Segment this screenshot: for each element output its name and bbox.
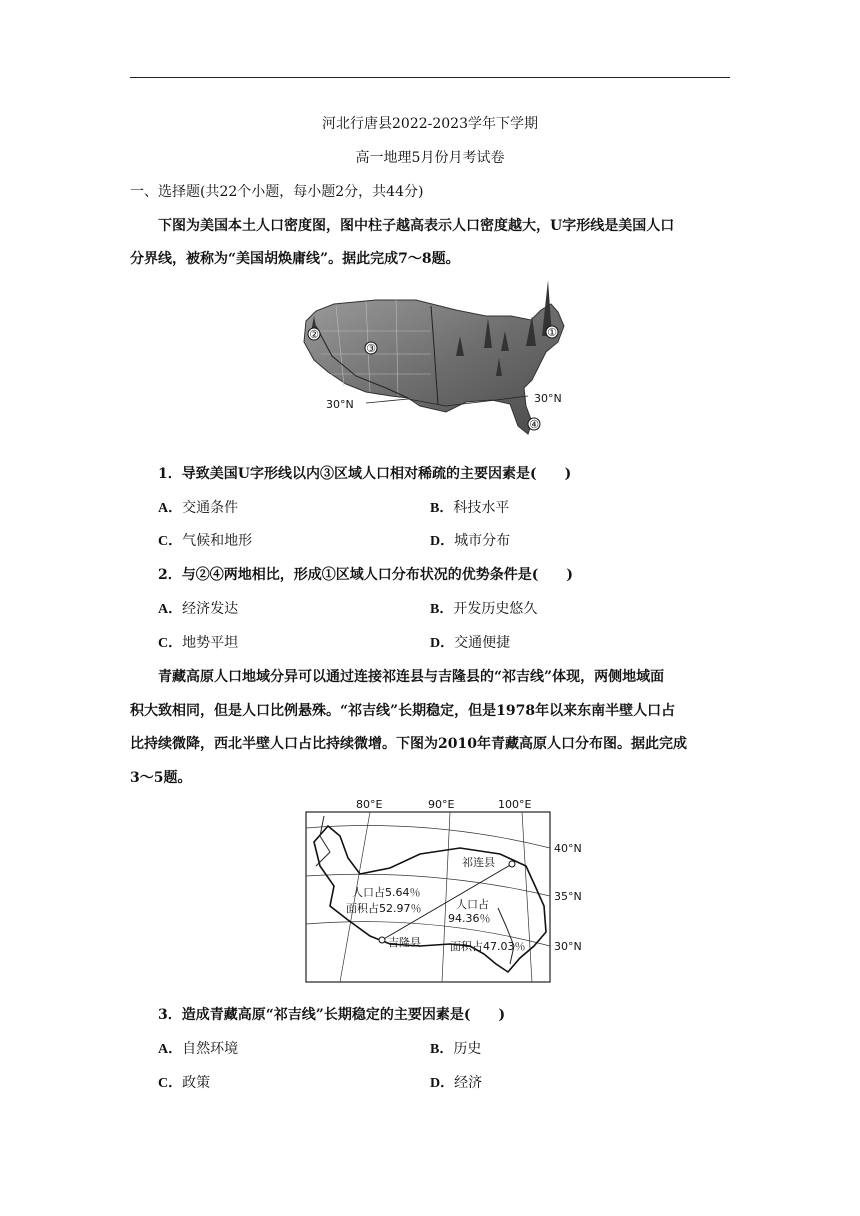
lon-90-label: 90°E <box>428 798 455 811</box>
lat-30-label: 30°N <box>554 940 582 953</box>
lat-label-left: 30°N <box>326 398 354 411</box>
lat-40-label: 40°N <box>554 842 582 855</box>
q1-option-d[interactable]: D．城市分布 <box>430 533 511 549</box>
passage1-line1: 下图为美国本土人口密度图，图中柱子越高表示人口密度越大，U字形线是美国人口 <box>158 218 675 234</box>
marker-2: ② <box>309 328 319 341</box>
passage2-line3: 比持续微降，西北半壁人口占比持续微增。下图为2010年青藏高原人口分布图。据此完成 <box>130 736 687 752</box>
se-population-label-a: 人口占 <box>456 898 489 911</box>
us-landmass <box>304 300 564 434</box>
se-population-label-b: 94.36％ <box>448 912 491 925</box>
qilian-point <box>509 861 515 867</box>
header-rule <box>130 77 730 78</box>
q3-option-a[interactable]: A．自然环境 <box>158 1041 239 1057</box>
q2-option-a[interactable]: A．经济发达 <box>158 601 239 617</box>
lat-35-label: 35°N <box>554 890 582 903</box>
passage2-line2: 积大致相同，但是人口比例悬殊。“祁吉线”长期稳定，但是1978年以来东南半壁人口占 <box>130 703 676 719</box>
q2-stem: 2．与②④两地相比，形成①区域人口分布状况的优势条件是( ) <box>158 567 573 583</box>
nw-population-label: 人口占5.64％ <box>352 886 421 899</box>
passage2-line1: 青藏高原人口地域分异可以通过连接祁连县与吉隆县的“祁吉线”体现，两侧地域面 <box>158 669 665 685</box>
q2-option-b[interactable]: B．开发历史悠久 <box>430 601 538 617</box>
jilong-point <box>379 937 385 943</box>
q2-option-c[interactable]: C．地势平坦 <box>158 635 239 651</box>
marker-1: ① <box>547 326 557 339</box>
lat-label-right: 30°N <box>534 392 562 405</box>
passage2-line4: 3～5题。 <box>130 770 192 786</box>
map-frame <box>306 812 550 982</box>
q1-option-b[interactable]: B．科技水平 <box>430 500 510 516</box>
lon-100-label: 100°E <box>498 798 532 811</box>
lon-80-label: 80°E <box>356 798 383 811</box>
marker-4: ④ <box>529 418 539 431</box>
us-population-density-map <box>296 276 586 441</box>
nw-area-label: 面积占52.97％ <box>346 902 422 915</box>
q3-option-b[interactable]: B．历史 <box>430 1041 482 1057</box>
q1-option-c[interactable]: C．气候和地形 <box>158 533 253 549</box>
se-area-label: 面积占47.03％ <box>450 940 526 953</box>
q1-option-a[interactable]: A．交通条件 <box>158 500 239 516</box>
exam-subtitle: 高一地理5月份月考试卷 <box>355 150 505 166</box>
jilong-label: 吉隆县 <box>388 936 421 949</box>
section-heading: 一、选择题(共22个小题，每小题2分，共44分) <box>130 184 424 200</box>
q1-stem: 1．导致美国U字形线以内③区域人口相对稀疏的主要因素是( ) <box>158 466 572 482</box>
tibet-population-map <box>300 796 592 986</box>
q3-option-c[interactable]: C．政策 <box>158 1075 211 1091</box>
marker-3: ③ <box>366 342 376 355</box>
qilian-label: 祁连县 <box>462 856 495 869</box>
exam-title: 河北行唐县2022-2023学年下学期 <box>322 116 538 132</box>
passage1-line2: 分界线，被称为“美国胡焕庸线”。据此完成7～8题。 <box>130 251 460 267</box>
q3-stem: 3．造成青藏高原“祁吉线”长期稳定的主要因素是( ) <box>158 1007 506 1023</box>
q2-option-d[interactable]: D．交通便捷 <box>430 635 511 651</box>
q3-option-d[interactable]: D．经济 <box>430 1075 483 1091</box>
